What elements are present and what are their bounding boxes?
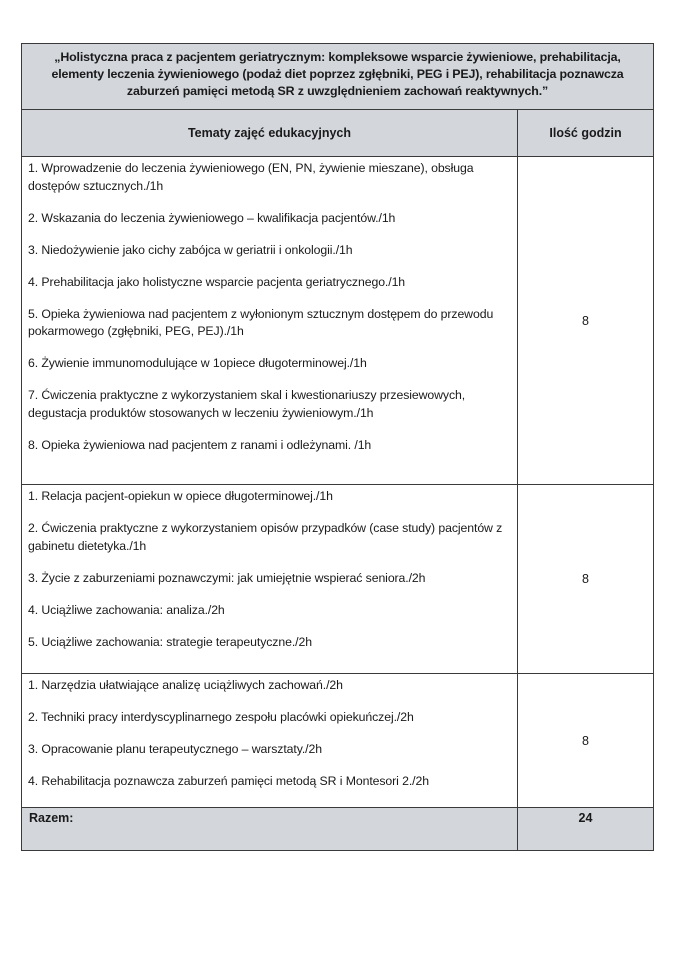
hours-cell: 8: [518, 157, 654, 485]
total-value: 24: [518, 808, 654, 851]
topic-item: 1. Relacja pacjent-opiekun w opiece długoterminowej./1h: [28, 489, 333, 503]
topics-cell: [22, 674, 518, 808]
topic-item: 8. Opieka żywieniowa nad pacjentem z ranami i odleżynami. /1h: [28, 437, 372, 452]
total-label: Razem:: [22, 808, 518, 851]
topic-item: 6. Żywienie immunomodulujące w 1opiece długoterminowej./1h: [28, 356, 367, 370]
topic-item: 1. Narzędzia ułatwiające analizę uciążliwych zachowań./2h: [28, 678, 343, 692]
header-row: [22, 110, 654, 157]
table-row-section-2: [22, 485, 654, 674]
topic-item: 2. Techniki pracy interdyscyplinarnego zespołu placówki opiekuńczej./2h: [28, 710, 414, 724]
table-row-section-3: [22, 674, 654, 808]
hours-cell: 8: [518, 485, 654, 674]
table-row-section-1: [22, 157, 654, 485]
hours-cell: 8: [518, 674, 654, 808]
document-title: „Holistyczna praca z pacjentem geriatrycznym: kompleksowe wsparcie żywieniowe, prehabilitacja, elementy leczenia żywieniowego (podaż diet poprzez zgłębniki, PEG i PEJ), rehabilitacja poznawcza zaburzeń pamięci metodą SR z uwzględnieniem zachowań reaktywnych.”: [22, 44, 654, 110]
topic-item: 4. Rehabilitacja poznawcza zaburzeń pamięci metodą SR i Montesori 2./2h: [28, 774, 429, 788]
column-header-topics: Tematy zajęć edukacyjnych: [22, 110, 518, 157]
topic-item: 3. Niedożywienie jako cichy zabójca w geriatrii i onkologii./1h: [28, 242, 353, 257]
topic-item: 4. Prehabilitacja jako holistyczne wsparcie pacjenta geriatrycznego./1h: [28, 274, 406, 289]
course-schedule-table: [21, 43, 654, 851]
topic-item: 5. Uciążliwe zachowania: strategie terapeutyczne./2h: [28, 634, 312, 649]
topic-item: 3. Opracowanie planu terapeutycznego – warsztaty./2h: [28, 742, 322, 756]
topic-item: 1. Wprowadzenie do leczenia żywieniowego (EN, PN, żywienie mieszane), obsługa dostępów sztucznych./1h: [28, 161, 474, 193]
topic-item: 2. Wskazania do leczenia żywieniowego – kwalifikacja pacjentów./1h: [28, 210, 396, 225]
title-row: [22, 44, 654, 110]
topic-item: 5. Opieka żywieniowa nad pacjentem z wyłonionym sztucznym dostępem do przewodu pokarmowego (zgłębniki, PEG, PEJ)./1h: [28, 306, 494, 338]
total-row: [22, 808, 654, 851]
topics-cell: [22, 157, 518, 485]
topic-item: 2. Ćwiczenia praktyczne z wykorzystaniem opisów przypadków (case study) pacjentów z gabinetu dietetyka./1h: [28, 521, 503, 553]
topic-item: 3. Życie z zaburzeniami poznawczymi: jak umiejętnie wspierać seniora./2h: [28, 570, 426, 585]
column-header-hours: Ilość godzin: [518, 110, 654, 157]
topic-item: 4. Uciążliwe zachowania: analiza./2h: [28, 602, 225, 617]
topics-cell: [22, 485, 518, 674]
topic-item: 7. Ćwiczenia praktyczne z wykorzystaniem skal i kwestionariuszy przesiewowych, degustacja produktów stosowanych w leczeniu żywieniowym./1h: [28, 388, 466, 420]
